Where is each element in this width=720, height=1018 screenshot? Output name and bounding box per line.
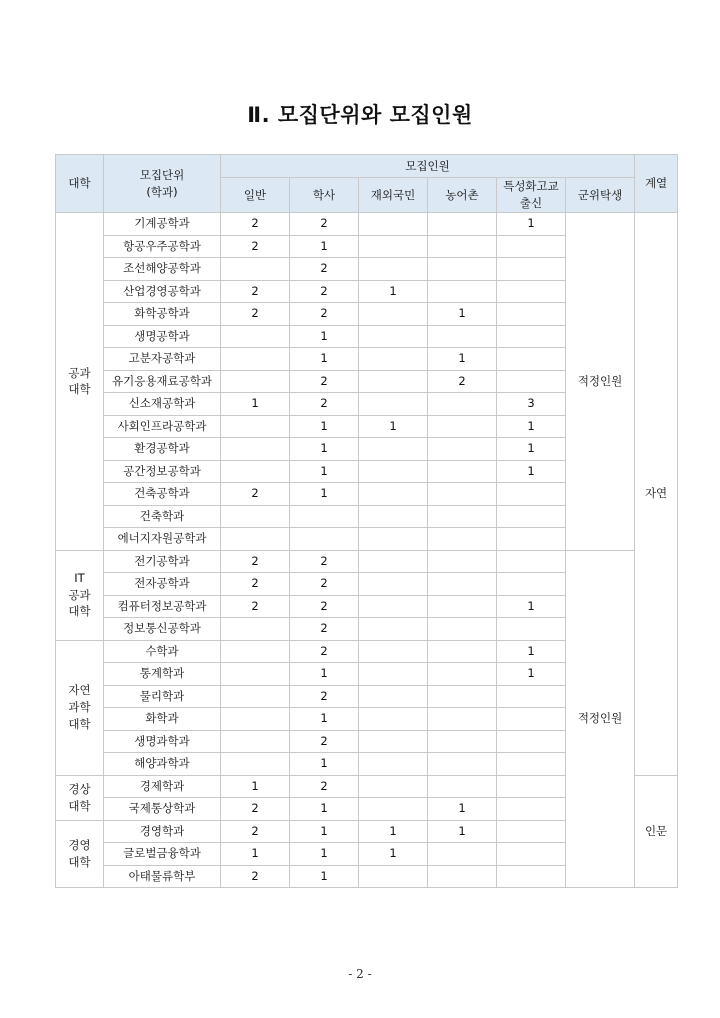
- rural-cell: [428, 280, 497, 303]
- dept-cell: 국제통상학과: [104, 798, 221, 821]
- college-name-line: 공과: [68, 587, 91, 602]
- rural-cell: [428, 235, 497, 258]
- special-cell: 3: [497, 393, 566, 416]
- header-unit-line2: (학과): [146, 184, 178, 199]
- general-cell: 1: [221, 393, 290, 416]
- rural-cell: [428, 460, 497, 483]
- special-cell: [497, 235, 566, 258]
- overseas-cell: [359, 730, 428, 753]
- rural-cell: [428, 258, 497, 281]
- general-cell: [221, 528, 290, 551]
- dept-cell: 경영학과: [104, 820, 221, 843]
- dept-cell: 화학공학과: [104, 303, 221, 326]
- bachelor-cell: [290, 505, 359, 528]
- college-cell-it: [56, 550, 104, 640]
- dept-cell: 아태물류학부: [104, 865, 221, 888]
- overseas-cell: [359, 573, 428, 596]
- college-name-line: 대학: [68, 798, 91, 813]
- college-cell-science: [56, 640, 104, 775]
- dept-cell: 항공우주공학과: [104, 235, 221, 258]
- table-body: [56, 213, 678, 888]
- rural-cell: 1: [428, 820, 497, 843]
- bachelor-cell: 2: [290, 370, 359, 393]
- general-cell: [221, 370, 290, 393]
- general-cell: [221, 348, 290, 371]
- general-cell: [221, 753, 290, 776]
- special-cell: [497, 865, 566, 888]
- special-cell: [497, 370, 566, 393]
- dept-cell: 해양과학과: [104, 753, 221, 776]
- dept-cell: 고분자공학과: [104, 348, 221, 371]
- header-rural: 농어촌: [428, 178, 497, 213]
- college-name-line: 대학: [68, 854, 91, 869]
- rural-cell: [428, 663, 497, 686]
- overseas-cell: [359, 483, 428, 506]
- general-cell: 2: [221, 550, 290, 573]
- overseas-cell: [359, 798, 428, 821]
- overseas-cell: [359, 685, 428, 708]
- bachelor-cell: 1: [290, 663, 359, 686]
- bachelor-cell: 1: [290, 843, 359, 866]
- rural-cell: [428, 595, 497, 618]
- special-cell: [497, 618, 566, 641]
- dept-cell: 화학과: [104, 708, 221, 731]
- header-overseas: 재외국민: [359, 178, 428, 213]
- rural-cell: [428, 505, 497, 528]
- dept-cell: 공간정보공학과: [104, 460, 221, 483]
- college-name-line: 공과: [68, 365, 91, 380]
- special-cell: 1: [497, 438, 566, 461]
- dept-cell: 생명과학과: [104, 730, 221, 753]
- dept-cell: 전기공학과: [104, 550, 221, 573]
- general-cell: [221, 640, 290, 663]
- special-cell: [497, 483, 566, 506]
- general-cell: 2: [221, 483, 290, 506]
- dept-cell: 수학과: [104, 640, 221, 663]
- dept-cell: 유기응용재료공학과: [104, 370, 221, 393]
- bachelor-cell: 1: [290, 460, 359, 483]
- bachelor-cell: 2: [290, 303, 359, 326]
- bachelor-cell: 1: [290, 348, 359, 371]
- bachelor-cell: 2: [290, 618, 359, 641]
- dept-cell: 컴퓨터정보공학과: [104, 595, 221, 618]
- bachelor-cell: 1: [290, 865, 359, 888]
- overseas-cell: [359, 258, 428, 281]
- rural-cell: 1: [428, 348, 497, 371]
- bachelor-cell: 2: [290, 573, 359, 596]
- general-cell: [221, 708, 290, 731]
- page-number: - 2 -: [348, 967, 372, 981]
- overseas-cell: [359, 325, 428, 348]
- special-cell: [497, 325, 566, 348]
- dept-cell: 기계공학과: [104, 213, 221, 236]
- header-quota-group: 모집인원: [221, 155, 635, 178]
- rural-cell: [428, 640, 497, 663]
- dept-cell: 산업경영공학과: [104, 280, 221, 303]
- special-cell: 1: [497, 460, 566, 483]
- overseas-cell: [359, 595, 428, 618]
- college-name-line: 과학: [68, 700, 91, 715]
- overseas-cell: [359, 618, 428, 641]
- overseas-cell: [359, 550, 428, 573]
- general-cell: 2: [221, 573, 290, 596]
- general-cell: [221, 258, 290, 281]
- special-cell: [497, 258, 566, 281]
- header-special: [497, 178, 566, 213]
- rural-cell: [428, 325, 497, 348]
- rural-cell: [428, 415, 497, 438]
- general-cell: 2: [221, 798, 290, 821]
- college-name-line: 경상: [68, 781, 91, 796]
- overseas-cell: [359, 235, 428, 258]
- field-cell-humanities: 인문: [635, 775, 678, 888]
- overseas-cell: [359, 348, 428, 371]
- bachelor-cell: 1: [290, 415, 359, 438]
- dept-cell: 생명공학과: [104, 325, 221, 348]
- rural-cell: 1: [428, 303, 497, 326]
- special-cell: 1: [497, 663, 566, 686]
- overseas-cell: [359, 640, 428, 663]
- bachelor-cell: 2: [290, 640, 359, 663]
- bachelor-cell: [290, 528, 359, 551]
- special-cell: [497, 685, 566, 708]
- overseas-cell: [359, 865, 428, 888]
- dept-cell: 경제학과: [104, 775, 221, 798]
- rural-cell: [428, 843, 497, 866]
- special-cell: [497, 348, 566, 371]
- dept-cell: 환경공학과: [104, 438, 221, 461]
- overseas-cell: [359, 213, 428, 236]
- bachelor-cell: 1: [290, 820, 359, 843]
- dept-cell: 글로벌금융학과: [104, 843, 221, 866]
- rural-cell: [428, 528, 497, 551]
- overseas-cell: [359, 303, 428, 326]
- field-cell-natural: 자연: [635, 213, 678, 776]
- special-cell: 1: [497, 213, 566, 236]
- college-name-line: IT: [74, 570, 85, 585]
- bachelor-cell: 1: [290, 753, 359, 776]
- page-title: Ⅱ. 모집단위와 모집인원: [247, 103, 473, 127]
- special-cell: 1: [497, 640, 566, 663]
- overseas-cell: [359, 775, 428, 798]
- bachelor-cell: 1: [290, 438, 359, 461]
- general-cell: 2: [221, 280, 290, 303]
- general-cell: [221, 460, 290, 483]
- college-cell-engineering: [56, 213, 104, 551]
- dept-cell: 사회인프라공학과: [104, 415, 221, 438]
- general-cell: [221, 730, 290, 753]
- bachelor-cell: 1: [290, 235, 359, 258]
- special-cell: [497, 528, 566, 551]
- dept-cell: 정보통신공학과: [104, 618, 221, 641]
- rural-cell: [428, 685, 497, 708]
- general-cell: 2: [221, 820, 290, 843]
- general-cell: [221, 438, 290, 461]
- rural-cell: [428, 618, 497, 641]
- header-unit-line1: 모집단위: [139, 167, 185, 182]
- table-row: [56, 213, 678, 236]
- overseas-cell: [359, 393, 428, 416]
- special-cell: [497, 798, 566, 821]
- rural-cell: [428, 213, 497, 236]
- dept-cell: 에너지자원공학과: [104, 528, 221, 551]
- general-cell: [221, 663, 290, 686]
- special-cell: [497, 775, 566, 798]
- rural-cell: 1: [428, 798, 497, 821]
- header-general: 일반: [221, 178, 290, 213]
- bachelor-cell: 2: [290, 213, 359, 236]
- special-cell: [497, 303, 566, 326]
- bachelor-cell: 2: [290, 595, 359, 618]
- bachelor-cell: 1: [290, 798, 359, 821]
- general-cell: 1: [221, 775, 290, 798]
- rural-cell: 2: [428, 370, 497, 393]
- general-cell: [221, 415, 290, 438]
- header-college: 대학: [56, 155, 104, 213]
- overseas-cell: [359, 370, 428, 393]
- bachelor-cell: 2: [290, 550, 359, 573]
- special-cell: [497, 708, 566, 731]
- overseas-cell: [359, 438, 428, 461]
- college-cell-business: [56, 820, 104, 888]
- overseas-cell: [359, 753, 428, 776]
- general-cell: 2: [221, 303, 290, 326]
- general-cell: 2: [221, 213, 290, 236]
- general-cell: [221, 685, 290, 708]
- rural-cell: [428, 483, 497, 506]
- rural-cell: [428, 865, 497, 888]
- admission-quota-table: [55, 154, 678, 888]
- dept-cell: 건축학과: [104, 505, 221, 528]
- special-cell: [497, 573, 566, 596]
- general-cell: 1: [221, 843, 290, 866]
- military-cell-block1: 적정인원: [566, 213, 635, 551]
- rural-cell: [428, 438, 497, 461]
- dept-cell: 건축공학과: [104, 483, 221, 506]
- special-cell: [497, 505, 566, 528]
- rural-cell: [428, 573, 497, 596]
- bachelor-cell: 1: [290, 483, 359, 506]
- bachelor-cell: 2: [290, 280, 359, 303]
- military-cell-block2: 적정인원: [566, 550, 635, 888]
- header-unit: [104, 155, 221, 213]
- special-cell: [497, 843, 566, 866]
- college-name-line: 경영: [68, 838, 91, 853]
- table-row: [56, 550, 678, 573]
- general-cell: 2: [221, 595, 290, 618]
- rural-cell: [428, 775, 497, 798]
- special-cell: [497, 730, 566, 753]
- college-name-line: 자연: [68, 683, 91, 698]
- bachelor-cell: 2: [290, 775, 359, 798]
- dept-cell: 통계학과: [104, 663, 221, 686]
- header-field: 계열: [635, 155, 678, 213]
- overseas-cell: [359, 708, 428, 731]
- overseas-cell: 1: [359, 820, 428, 843]
- dept-cell: 조선해양공학과: [104, 258, 221, 281]
- bachelor-cell: 1: [290, 325, 359, 348]
- overseas-cell: [359, 663, 428, 686]
- header-special-line2: 출신: [519, 196, 543, 210]
- overseas-cell: [359, 528, 428, 551]
- general-cell: [221, 505, 290, 528]
- college-name-line: 대학: [68, 716, 91, 731]
- bachelor-cell: 2: [290, 685, 359, 708]
- special-cell: [497, 550, 566, 573]
- rural-cell: [428, 708, 497, 731]
- general-cell: 2: [221, 865, 290, 888]
- rural-cell: [428, 550, 497, 573]
- rural-cell: [428, 393, 497, 416]
- header-bachelor: 학사: [290, 178, 359, 213]
- special-cell: [497, 820, 566, 843]
- college-name-line: 대학: [68, 382, 91, 397]
- special-cell: 1: [497, 415, 566, 438]
- special-cell: [497, 280, 566, 303]
- college-cell-economics: [56, 775, 104, 820]
- overseas-cell: [359, 505, 428, 528]
- general-cell: 2: [221, 235, 290, 258]
- college-name-line: 대학: [68, 604, 91, 619]
- dept-cell: 전자공학과: [104, 573, 221, 596]
- dept-cell: 신소재공학과: [104, 393, 221, 416]
- overseas-cell: [359, 460, 428, 483]
- bachelor-cell: 2: [290, 730, 359, 753]
- overseas-cell: 1: [359, 280, 428, 303]
- general-cell: [221, 325, 290, 348]
- rural-cell: [428, 730, 497, 753]
- header-military: 군위탁생: [566, 178, 635, 213]
- bachelor-cell: 1: [290, 708, 359, 731]
- bachelor-cell: 2: [290, 393, 359, 416]
- special-cell: [497, 753, 566, 776]
- special-cell: 1: [497, 595, 566, 618]
- general-cell: [221, 618, 290, 641]
- header-row-1: [56, 155, 678, 178]
- header-special-line1: 특성화고교: [503, 179, 559, 194]
- rural-cell: [428, 753, 497, 776]
- overseas-cell: 1: [359, 843, 428, 866]
- bachelor-cell: 2: [290, 258, 359, 281]
- overseas-cell: 1: [359, 415, 428, 438]
- dept-cell: 물리학과: [104, 685, 221, 708]
